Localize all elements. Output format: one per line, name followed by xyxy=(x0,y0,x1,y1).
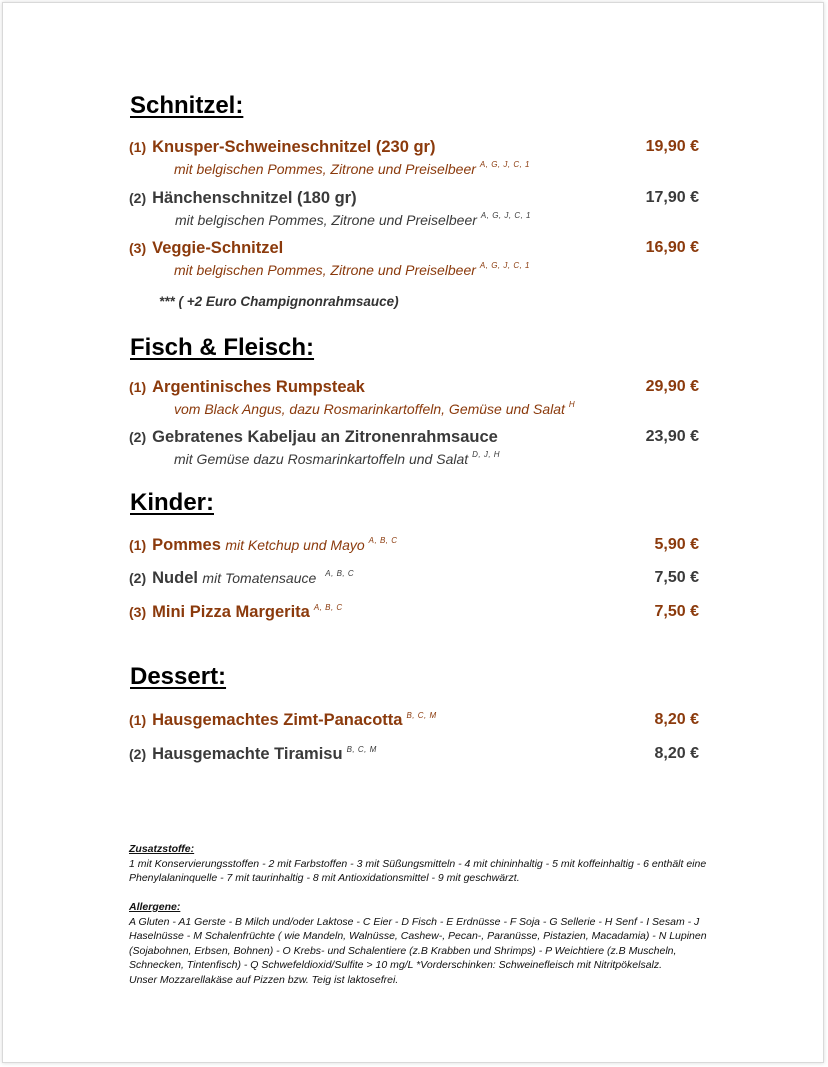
item-name: Mini Pizza Margerita xyxy=(152,603,310,621)
menu-item xyxy=(129,239,699,278)
section-title-dessert: Dessert: xyxy=(130,663,227,690)
item-name: Argentinisches Rumpsteak xyxy=(152,378,365,396)
item-price: 8,20 € xyxy=(654,711,699,728)
menu-item xyxy=(129,428,699,467)
item-price: 19,90 € xyxy=(645,138,699,155)
item-number: (1) xyxy=(129,379,147,395)
item-description: mit Gemüse dazu Rosmarinkartoffeln und Salat $^{D, J, H}$ xyxy=(174,450,501,467)
section-title-fisch-fleisch: Fisch & Fleisch: xyxy=(130,334,315,361)
item-name: Nudel xyxy=(152,569,198,587)
menu-item xyxy=(129,189,699,228)
allergens-line: (Sojabohnen, Erbsen, Bohnen) - O Krebs- und Schalentiere (z.B Krabben und Shrimps) - P Weichtiere (z.B Muscheln, xyxy=(129,944,677,957)
additives-title: Zusatzstoffe: xyxy=(129,843,195,855)
item-description: mit Tomatensauce xyxy=(202,570,317,586)
item-name: Hänchenschnitzel (180 gr) xyxy=(152,189,357,207)
allergen-codes: A, B, C xyxy=(325,569,355,578)
menu-item xyxy=(129,138,699,177)
item-number: (2) xyxy=(129,570,147,586)
allergen-codes: A, G, J, C, 1 xyxy=(479,160,530,169)
item-price: 16,90 € xyxy=(645,239,699,256)
item-number: (1) xyxy=(129,712,147,728)
item-price: 29,90 € xyxy=(645,378,699,395)
allergen-codes: A, B, C xyxy=(313,603,343,612)
allergen-codes: A, G, J, C, 1 xyxy=(479,261,530,270)
item-number: (3) xyxy=(129,604,147,620)
item-number: (1) xyxy=(129,537,147,553)
menu-item xyxy=(129,536,699,558)
item-description: mit belgischen Pommes, Zitrone und Preiselbeer $^{A, G, J, C, 1}$ xyxy=(174,261,530,278)
item-number: (2) xyxy=(129,746,147,762)
item-name: Hausgemachtes Zimt-Panacotta xyxy=(152,711,403,729)
item-number: (2) xyxy=(129,429,147,445)
allergen-codes: H xyxy=(568,400,576,409)
additives-text: 1 mit Konservierungsstoffen - 2 mit Farbstoffen - 3 mit Süßungsmitteln - 4 mit chininhaltig - 5 mit koffeinhaltig - 6 enthält eine Phenylalaninquelle - 7 mit taurinhaltig - 8 mit Antioxidationsmittel - 9 mit geschwärzt. xyxy=(129,857,707,884)
item-description: mit belgischen Pommes, Zitrone und Preiselbeer $^{A, G, J, C, 1}$ xyxy=(175,211,531,228)
allergens-line: Unser Mozzarellakäse auf Pizzen bzw. Teig ist laktosefrei. xyxy=(129,973,399,986)
item-description: mit Ketchup und Mayo xyxy=(225,537,365,553)
sauce-note: *** ( +2 Euro Champignonrahmsauce) xyxy=(159,294,399,309)
menu-item xyxy=(129,378,699,417)
item-description: vom Black Angus, dazu Rosmarinkartoffeln, Gemüse und Salat $^H$ xyxy=(174,400,576,417)
item-name: Hausgemachte Tiramisu xyxy=(152,745,343,763)
allergens-line: Haselnüsse - M Schalenfrüchte ( wie Mandeln, Walnüsse, Cashew-, Pecan-, Paranüsse, Pistazien, Macadamia) - N Lupinen xyxy=(129,930,707,942)
section-title-kinder: Kinder: xyxy=(130,489,214,516)
allergen-codes: B, C, M xyxy=(406,711,437,720)
item-price: 7,50 € xyxy=(654,603,699,620)
item-name: Pommes xyxy=(152,536,221,554)
item-name: Gebratenes Kabeljau an Zitronenrahmsauce xyxy=(152,428,498,446)
allergens-line: Schnecken, Tintenfisch) - Q Schwefeldioxid/Sulfite > 10 mg/L *Vorderschinken: Schweinefleisch mit Nitritpökelsalz. xyxy=(129,959,663,971)
item-number: (3) xyxy=(129,240,147,256)
section-title-schnitzel: Schnitzel: xyxy=(130,92,244,119)
item-name: Knusper-Schweineschnitzel (230 gr) xyxy=(152,138,436,156)
menu-item xyxy=(129,569,699,591)
additives-legend xyxy=(129,842,709,886)
allergen-codes: D, J, H xyxy=(472,450,501,459)
menu-item xyxy=(129,745,699,767)
item-number: (2) xyxy=(129,190,147,206)
item-name: Veggie-Schnitzel xyxy=(152,239,284,257)
menu-item xyxy=(129,711,699,733)
allergens-title: Allergene: xyxy=(129,901,181,913)
item-price: 17,90 € xyxy=(645,189,699,206)
item-price: 23,90 € xyxy=(645,428,699,445)
item-number: (1) xyxy=(129,139,147,155)
item-price: 5,90 € xyxy=(654,536,699,553)
allergens-legend xyxy=(129,900,709,987)
allergen-codes: A, G, J, C, 1 xyxy=(480,211,531,220)
allergen-codes: A, B, C xyxy=(368,536,398,545)
allergens-line: A Gluten - A1 Gerste - B Milch und/oder Laktose - C Eier - D Fisch - E Erdnüsse - F Soja - G Sellerie - H Senf - I Sesam - J xyxy=(129,915,700,928)
menu-item xyxy=(129,603,699,625)
item-price: 8,20 € xyxy=(654,745,699,762)
item-price: 7,50 € xyxy=(654,569,699,586)
allergen-codes: B, C, M xyxy=(346,745,377,754)
item-description: mit belgischen Pommes, Zitrone und Preiselbeer $^{A, G, J, C, 1}$ xyxy=(174,160,530,177)
